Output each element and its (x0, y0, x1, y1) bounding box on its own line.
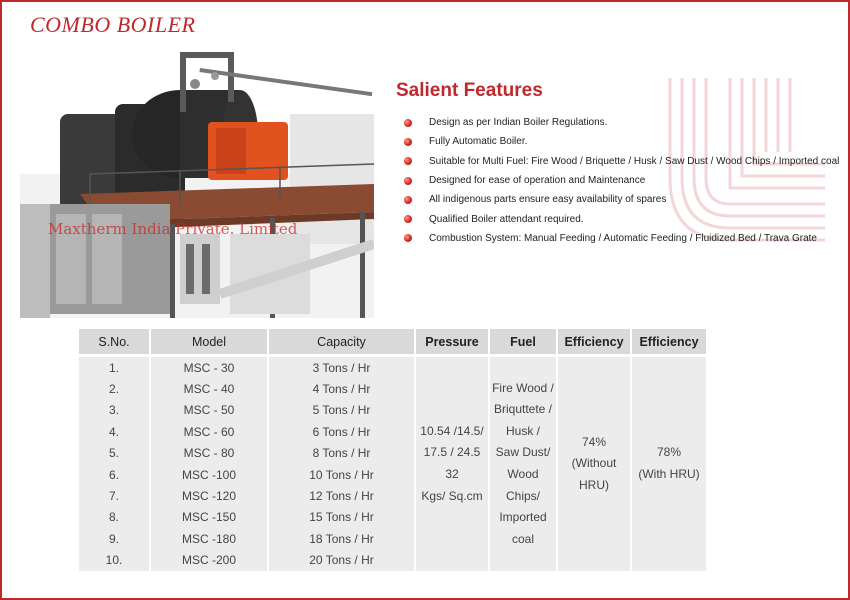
bullet-icon (404, 138, 412, 146)
fuel-line: Wood (507, 466, 539, 481)
fuel-line: coal (511, 531, 534, 546)
cell-fuel (490, 357, 556, 571)
feature-item (404, 113, 839, 132)
bullet-icon (404, 234, 412, 242)
feature-text: Suitable for Multi Fuel: Fire Wood / Briquette / Husk / Saw Dust / Wood Chips / Imported coal (429, 155, 840, 167)
efficiency-line: 74% (581, 434, 607, 449)
header-efficiency-1: Efficiency (558, 329, 630, 357)
feature-text: All indigenous parts ensure easy availability of spares (429, 194, 667, 206)
header-pressure: Pressure (416, 329, 488, 357)
cell-model: MSC -120 (151, 485, 267, 506)
bullet-icon (404, 177, 412, 185)
cell-capacity: 10 Tons / Hr (269, 464, 414, 485)
cell-capacity: 4 Tons / Hr (269, 378, 414, 399)
cell-model: MSC -200 (151, 550, 267, 571)
cell-model: MSC - 30 (151, 357, 267, 378)
efficiency-line: 78% (656, 445, 682, 460)
table-header-row (79, 329, 706, 357)
feature-text: Combustion System: Manual Feeding / Automatic Feeding / Fluidized Bed / Trava Grate (429, 232, 817, 244)
cell-sno: 8. (79, 507, 149, 528)
cell-model: MSC -180 (151, 528, 267, 549)
boiler-photo (20, 44, 374, 318)
pressure-line: 17.5 / 24.5 (423, 445, 481, 460)
header-capacity: Capacity (269, 329, 414, 357)
cell-sno: 10. (79, 550, 149, 571)
photo-watermark: Maxtherm India Private. Limited (48, 220, 298, 238)
cell-model: MSC -100 (151, 464, 267, 485)
feature-item (404, 209, 839, 228)
cell-capacity: 20 Tons / Hr (269, 550, 414, 571)
fuel-line: Saw Dust/ (495, 445, 551, 460)
fuel-line: Briquttete / (493, 402, 553, 417)
cell-pressure (416, 357, 488, 571)
cell-sno: 9. (79, 528, 149, 549)
cell-capacity: 15 Tons / Hr (269, 507, 414, 528)
bullet-icon (404, 119, 412, 127)
bullet-icon (404, 196, 412, 204)
fuel-line: Imported (499, 510, 547, 525)
bullet-icon (404, 215, 412, 223)
efficiency-line: (Without (571, 456, 617, 471)
features-title: Salient Features (396, 80, 543, 101)
table-row (79, 357, 706, 378)
cell-sno: 7. (79, 485, 149, 506)
fuel-line: Fire Wood / (492, 380, 554, 395)
header-model: Model (151, 329, 267, 357)
pressure-line: Kgs/ Sq.cm (421, 488, 483, 503)
feature-item (404, 190, 839, 209)
feature-text: Qualified Boiler attendant required. (429, 213, 584, 225)
cell-model: MSC - 80 (151, 443, 267, 464)
spec-table (77, 329, 708, 571)
cell-capacity: 18 Tons / Hr (269, 528, 414, 549)
cell-capacity: 8 Tons / Hr (269, 443, 414, 464)
cell-capacity: 5 Tons / Hr (269, 400, 414, 421)
features-list (404, 113, 839, 248)
cell-capacity: 3 Tons / Hr (269, 357, 414, 378)
cell-efficiency-2 (632, 357, 706, 571)
fuel-line: Chips/ (505, 488, 540, 503)
cell-model: MSC - 50 (151, 400, 267, 421)
feature-text: Fully Automatic Boiler. (429, 136, 528, 148)
cell-capacity: 12 Tons / Hr (269, 485, 414, 506)
efficiency-line: (With HRU) (638, 466, 700, 481)
fuel-line: Husk / (505, 423, 540, 438)
pressure-line: 32 (445, 466, 459, 481)
cell-sno: 6. (79, 464, 149, 485)
cell-model: MSC - 60 (151, 421, 267, 442)
feature-text: Design as per Indian Boiler Regulations. (429, 117, 608, 129)
feature-text: Designed for ease of operation and Maintenance (429, 175, 646, 187)
bullet-icon (404, 157, 412, 165)
page-title: COMBO BOILER (30, 12, 196, 37)
pressure-line: 10.54 /14.5/ (420, 423, 484, 438)
header-efficiency-2: Efficiency (632, 329, 706, 357)
cell-capacity: 6 Tons / Hr (269, 421, 414, 442)
cell-sno: 1. (79, 357, 149, 378)
efficiency-line: HRU) (579, 477, 609, 492)
header-fuel: Fuel (490, 329, 556, 357)
feature-item (404, 171, 839, 190)
cell-sno: 5. (79, 443, 149, 464)
cell-sno: 3. (79, 400, 149, 421)
cell-model: MSC -150 (151, 507, 267, 528)
feature-item (404, 152, 839, 171)
cell-efficiency-1 (558, 357, 630, 571)
cell-sno: 2. (79, 378, 149, 399)
header-sno: S.No. (79, 329, 149, 357)
cell-sno: 4. (79, 421, 149, 442)
feature-item (404, 229, 839, 248)
cell-model: MSC - 40 (151, 378, 267, 399)
feature-item (404, 132, 839, 151)
